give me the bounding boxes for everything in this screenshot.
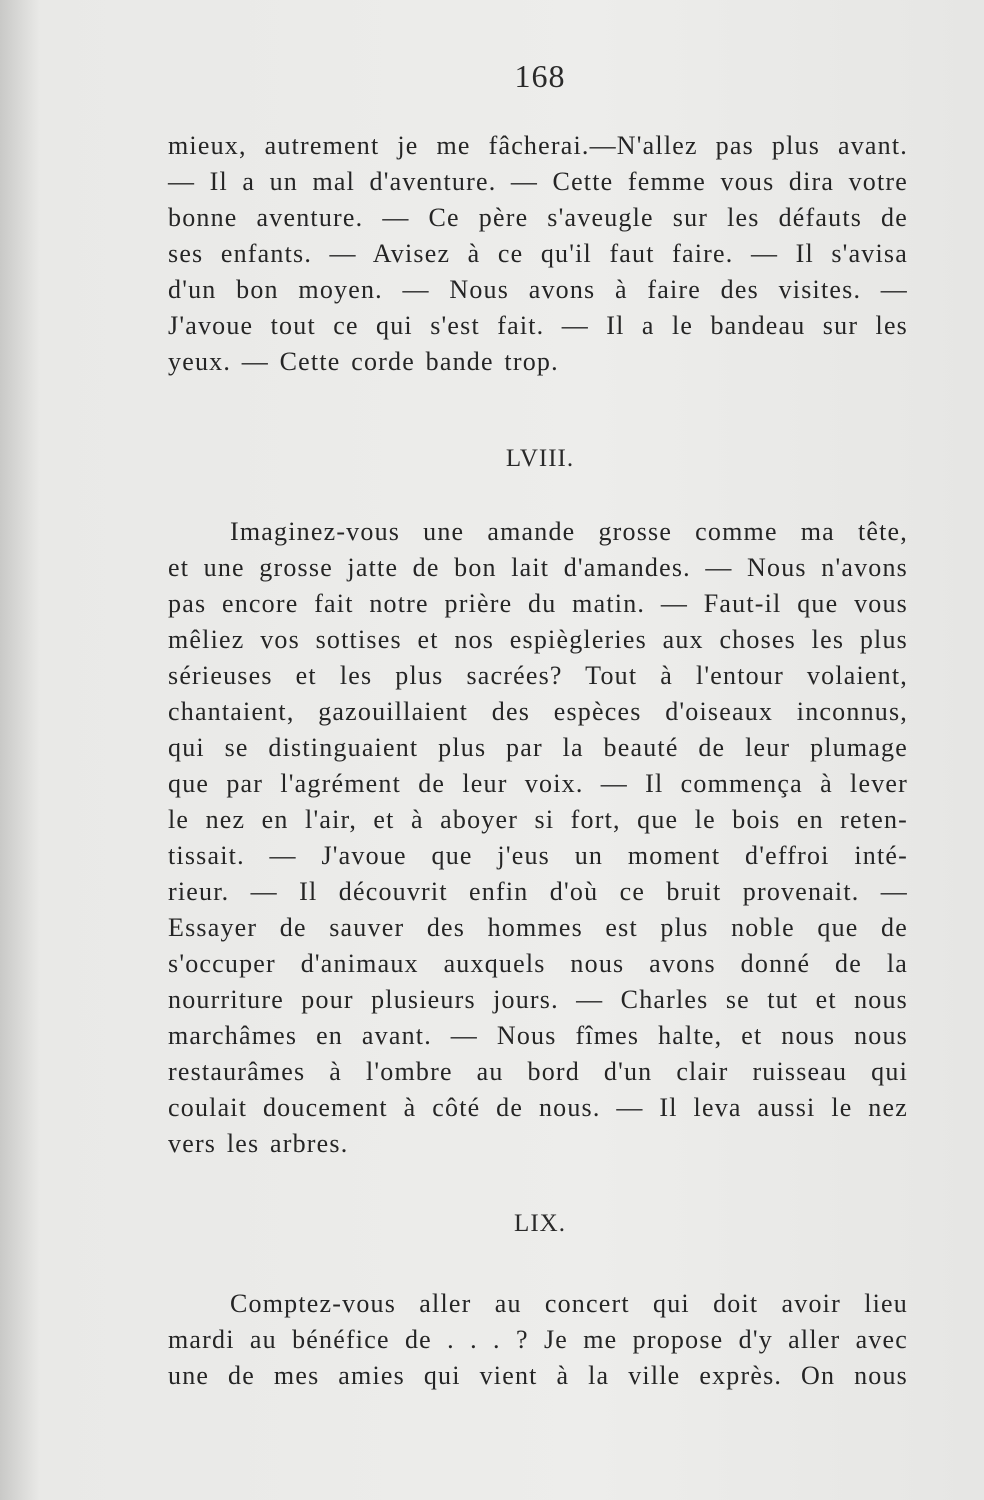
paragraph-lix (168, 1286, 908, 1394)
text-line: et une grosse jatte de bon lait d'amandes. — Nous n'avons (168, 553, 908, 582)
text-line: chantaient, gazouillaient des espèces d'oiseaux inconnus, (168, 697, 908, 726)
paragraph-lviii (168, 514, 908, 1162)
text-line: coulait doucement à côté de nous. — Il leva aussi le nez (168, 1093, 908, 1122)
text-line: pas encore fait notre prière du matin. — Faut-il que vous (168, 589, 908, 618)
text-line: — Il a un mal d'aventure. — Cette femme vous dira votre (168, 167, 908, 196)
text-line: bonne aventure. — Ce père s'aveugle sur les défauts de (168, 203, 908, 232)
text-line: que par l'agrément de leur voix. — Il commença à lever (168, 769, 908, 798)
text-line: J'avoue tout ce qui s'est fait. — Il a le bandeau sur les (168, 311, 908, 340)
text-line: mêliez vos sottises et nos espiègleries aux choses les plus (168, 625, 908, 654)
text-line: nourriture pour plusieurs jours. — Charles se tut et nous (168, 985, 908, 1014)
text-line: qui se distinguaient plus par la beauté de leur plumage (168, 733, 908, 762)
section-heading-lviii: LVIII. (505, 445, 575, 472)
page-number: 168 (514, 58, 566, 94)
section-heading-lix: LIX. (514, 1210, 566, 1237)
text-line: tissait. — J'avoue que j'eus un moment d'effroi inté- (168, 841, 908, 870)
text-line: mardi au bénéfice de . . . ? Je me propose d'y aller avec (168, 1325, 908, 1354)
text-line: d'un bon moyen. — Nous avons à faire des visites. — (168, 275, 908, 304)
text-line: Imaginez-vous une amande grosse comme ma tête, (230, 517, 908, 546)
text-line: ses enfants. — Avisez à ce qu'il faut faire. — Il s'avisa (168, 239, 908, 268)
text-line: Essayer de sauver des hommes est plus noble que de (168, 913, 908, 942)
text-line: marchâmes en avant. — Nous fîmes halte, et nous nous (168, 1021, 908, 1050)
text-line: Comptez-vous aller au concert qui doit avoir lieu (230, 1289, 908, 1318)
text-line: une de mes amies qui vient à la ville exprès. On nous (168, 1361, 908, 1390)
text-line: vers les arbres. (168, 1129, 349, 1158)
text-line: s'occuper d'animaux auxquels nous avons donné de la (168, 949, 908, 978)
text-line: yeux. — Cette corde bande trop. (168, 347, 559, 376)
text-line: mieux, autrement je me fâcherai.—N'allez pas plus avant. (168, 131, 908, 160)
paragraph-continued (168, 128, 908, 380)
text-line: le nez en l'air, et à aboyer si fort, que le bois en reten- (168, 805, 908, 834)
text-line: restaurâmes à l'ombre au bord d'un clair ruisseau qui (168, 1057, 908, 1086)
text-line: sérieuses et les plus sacrées? Tout à l'entour volaient, (168, 661, 908, 690)
text-line: rieur. — Il découvrit enfin d'où ce bruit provenait. — (168, 877, 908, 906)
